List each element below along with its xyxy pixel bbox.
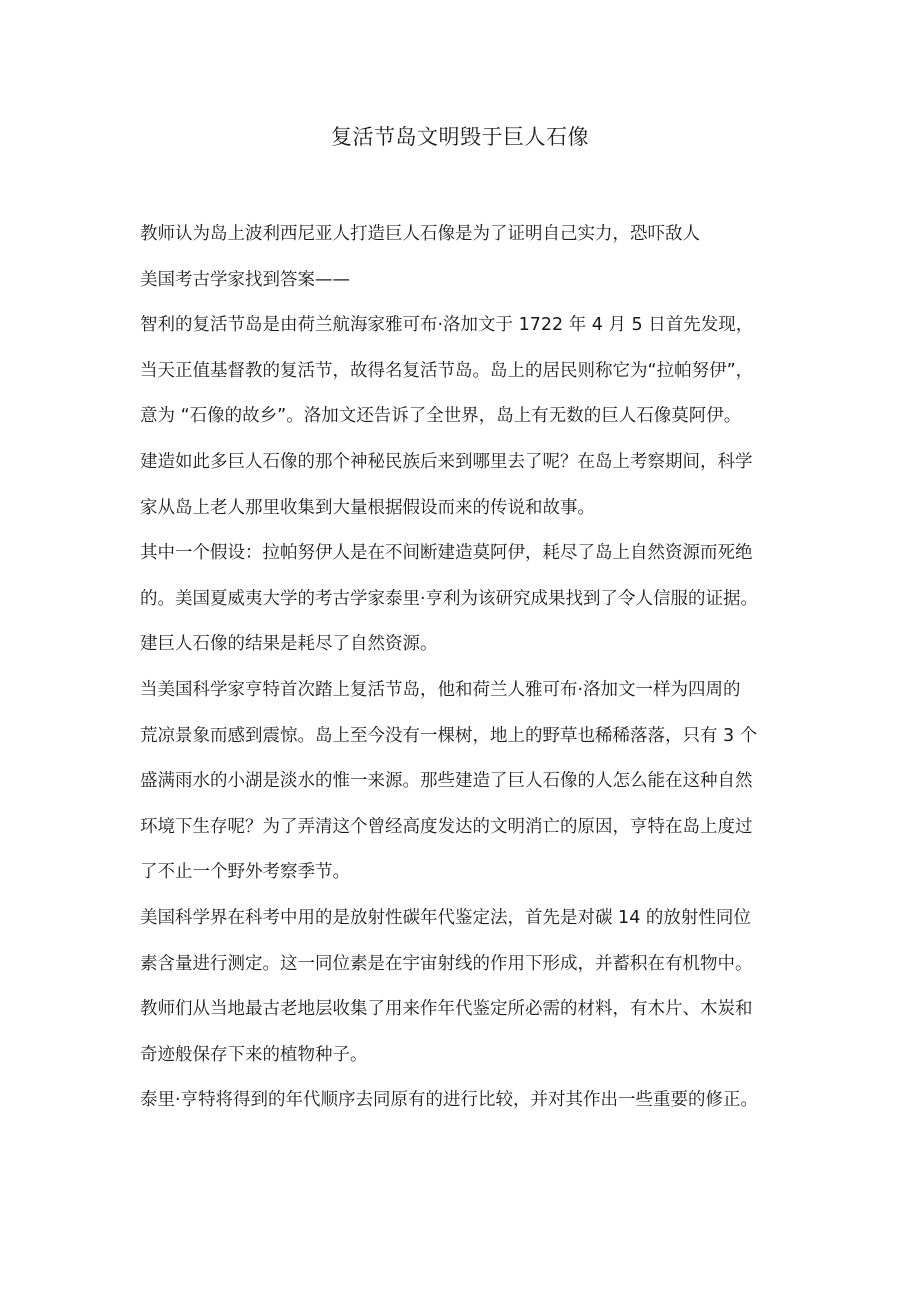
text-line: 智利的复活节岛是由荷兰航海家雅可布·洛加文于 1722 年 4 月 5 日首先发现， (140, 315, 754, 336)
text-line: 了不止一个野外考察季节。 (140, 862, 350, 883)
text-line: 泰里·亨特将得到的年代顺序去同原有的进行比较，并对其作出一些重要的修正。 (140, 1090, 759, 1111)
text-line: 其中一个假设：拉帕努伊人是在不间断建造莫阿伊，耗尽了岛上自然资源而死绝 (140, 543, 753, 564)
text-line: 盛满雨水的小湖是淡水的惟一来源。那些建造了巨人石像的人怎么能在这种自然 (140, 771, 753, 792)
document-body (140, 212, 788, 1124)
text-line: 建巨人石像的结果是耗尽了自然资源。 (140, 634, 438, 655)
text-line: 意为 “石像的故乡”。洛加文还告诉了全世界，岛上有无数的巨人石像莫阿伊。 (140, 406, 742, 427)
text-line: 奇迹般保存下来的植物种子。 (140, 1044, 368, 1065)
text-line: 当天正值基督教的复活节，故得名复活节岛。岛上的居民则称它为“拉帕努伊”， (140, 360, 754, 381)
text-line: 家从岛上老人那里收集到大量根据假设而来的传说和故事。 (140, 497, 595, 518)
text-line: 当美国科学家亨特首次踏上复活节岛，他和荷兰人雅可布·洛加文一样为四周的 (140, 679, 741, 700)
text-line: 美国科学界在科考中用的是放射性碳年代鉴定法，首先是对碳 14 的放射性同位 (140, 907, 751, 928)
text-line: 美国考古学家找到答案—— (140, 269, 350, 290)
text-line: 荒凉景象而感到震惊。岛上至今没有一棵树，地上的野草也稀稀落落，只有 3 个 (140, 725, 758, 746)
text-line: 教师们从当地最古老地层收集了用来作年代鉴定所必需的材料，有木片、木炭和 (140, 999, 753, 1020)
document-title: 复活节岛文明毁于巨人石像 (331, 125, 589, 149)
text-line: 环境下生存呢？为了弄清这个曾经高度发达的文明消亡的原因，亨特在岛上度过 (140, 816, 753, 837)
text-line: 教师认为岛上波利西尼亚人打造巨人石像是为了证明自己实力，恐吓敌人 (140, 224, 700, 244)
text-line: 建造如此多巨人石像的那个神秘民族后来到哪里去了呢？在岛上考察期间，科学 (140, 451, 753, 472)
text-line: 的。美国夏威夷大学的考古学家泰里·亨利为该研究成果找到了令人信服的证据。 (140, 588, 759, 609)
text-line: 素含量进行测定。这一同位素是在宇宙射线的作用下形成，并蓄积在有机物中。 (140, 953, 753, 974)
